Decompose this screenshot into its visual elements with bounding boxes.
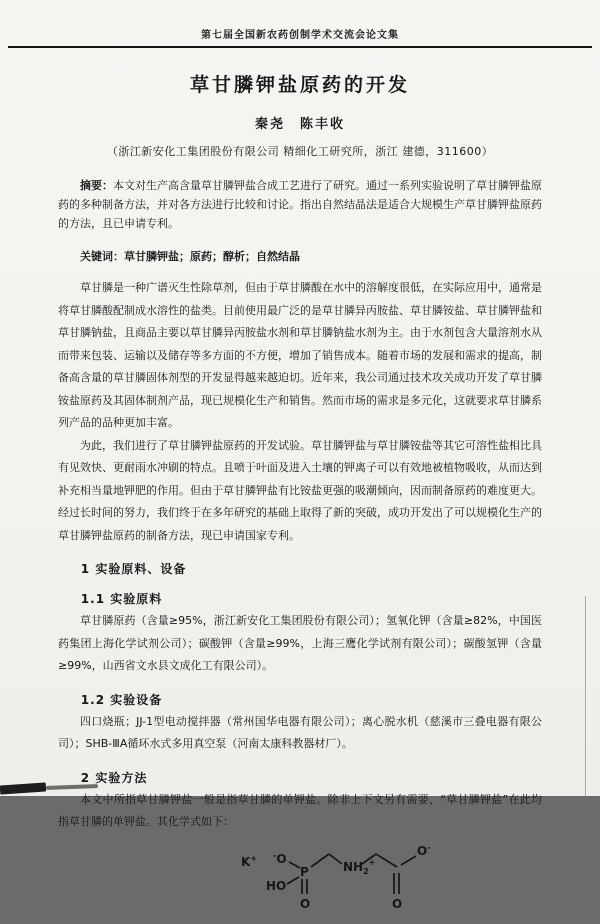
section-heading-materials-equipment: 1 实验原料、设备: [80, 562, 187, 576]
hydroxyl-group: HO: [266, 878, 287, 893]
section-heading-equipment: 1.2 实验设备: [80, 692, 163, 707]
paragraph: 为此，我们进行了草甘膦钾盐原药的开发试验。草甘膦钾盐与草甘膦铵盐等其它可溶性盐相比具有见效快、更耐雨水冲刷的特点。且喷于叶面及进入土壤的钾离子可以有效地被植物吸收，从而达到补充相当量地钾肥的作用。但由于草甘膦钾盐有比铵盐更强的吸潮倾向，因而制备原药的难度更大。经过长时间的努力，我们终于在多年研究的基础上取得了新的突破，成功开发出了可以规模化生产的草甘膦钾盐原药的制备方法，现已申请国家专利。: [58, 438, 542, 542]
page-title: 草甘膦钾盐原药的开发: [189, 74, 410, 96]
glyphosate-potassium-structure-diagram: [196, 838, 456, 920]
carboxylate-oxygen: O-: [417, 842, 431, 858]
bond: [289, 862, 300, 868]
keywords: [58, 248, 542, 264]
abstract-label: 摘要：: [80, 179, 113, 192]
authors: 秦尧 陈丰收: [254, 117, 345, 132]
phosphonate-oxygen: -O: [273, 850, 287, 866]
affiliation: （浙江新安化工集团股份有限公司 精细化工研究所，浙江 建德，311600）: [106, 145, 494, 158]
running-head: 第七届全国新农药创制学术交流会论文集: [201, 30, 399, 41]
bond: [376, 854, 397, 867]
paragraph: 草甘膦是一种广谱灭生性除草剂，但由于草甘膦酸在水中的溶解度很低，在实际应用中，通常是将草甘膦酸配制成水溶性的盐类。目前使用最广泛的是草甘膦异丙胺盐、草甘膦铵盐、草甘膦钾盐和草甘膦钠盐，且商品主要以草甘膦异丙胺盐水剂和草甘膦钠盐水剂为主。由于水剂包含大量溶剂水从而带来包装、运输以及储存等多方面的不方便，增加了销售成本。随着市场的发展和需求的提高，制备高含量的草甘膦固体剂型的开发显得越来越迫切。近年来，我公司通过技术攻关成功开发了草甘膦铵盐原药及其固体制剂产品，现已规模化生产和销售。然而市场的需求是多元化，这就要求草甘膦系列产品的品种更加丰富。: [58, 281, 542, 429]
scan-artifact-edge-line: [585, 596, 587, 796]
abstract: [58, 176, 542, 233]
potassium-cation: K+: [241, 853, 258, 869]
ammonium-group: $NH_2^+$: [343, 857, 376, 876]
keywords-text: 草甘膦钾盐；原药；醇析；自然结晶: [124, 250, 300, 263]
bond: [401, 856, 416, 865]
scan-artifact: [0, 782, 46, 794]
section-heading-materials: 1.1 实验原料: [80, 592, 163, 606]
phosphoryl-oxygen: O: [300, 896, 311, 911]
section-paragraph-methods: 本文中所指草甘膦钾盐一般是指草甘膦的单钾盐。除非上下文另有需要，“草甘膦钾盐”在此均指草甘膦的单钾盐。其化学式如下：: [58, 792, 542, 828]
keywords-label: 关键词：: [80, 250, 124, 263]
chemical-structure: [196, 838, 542, 924]
carbonyl-oxygen: O: [392, 896, 403, 911]
abstract-text: 本文对生产高含量草甘膦钾盐合成工艺进行了研究。通过一系列实验说明了草甘膦钾盐原药的多种制备方法，并对各方法进行比较和讨论。指出自然结晶法是适合大规模生产草甘膦钾盐原药的方法，且已申请专利。: [58, 179, 542, 230]
bond: [329, 854, 342, 864]
bond: [311, 854, 329, 867]
header-rule: [8, 46, 592, 48]
bond: [287, 877, 299, 884]
phosphorus-atom: P: [300, 864, 309, 879]
section-heading-methods: 2 实验方法: [80, 770, 148, 785]
section-paragraph-materials: 草甘膦原药（含量≥95%，浙江新安化工集团股份有限公司）；氢氧化钾（含量≥82%，中国医药集团上海化学试剂公司）；碳酸钾（含量≥99%，上海三鹰化学试剂有限公司）；碳酸氢钾（含量≥99%，山西省文水县文成化工有限公司）。: [58, 614, 542, 672]
section-paragraph-equipment: 四口烧瓶；JJ-1型电动搅拌器（常州国华电器有限公司）；离心脱水机（慈溪市三叠电器有限公司）；SHB-ⅢA循环水式多用真空泵（河南太康科教器材厂）。: [58, 714, 542, 750]
